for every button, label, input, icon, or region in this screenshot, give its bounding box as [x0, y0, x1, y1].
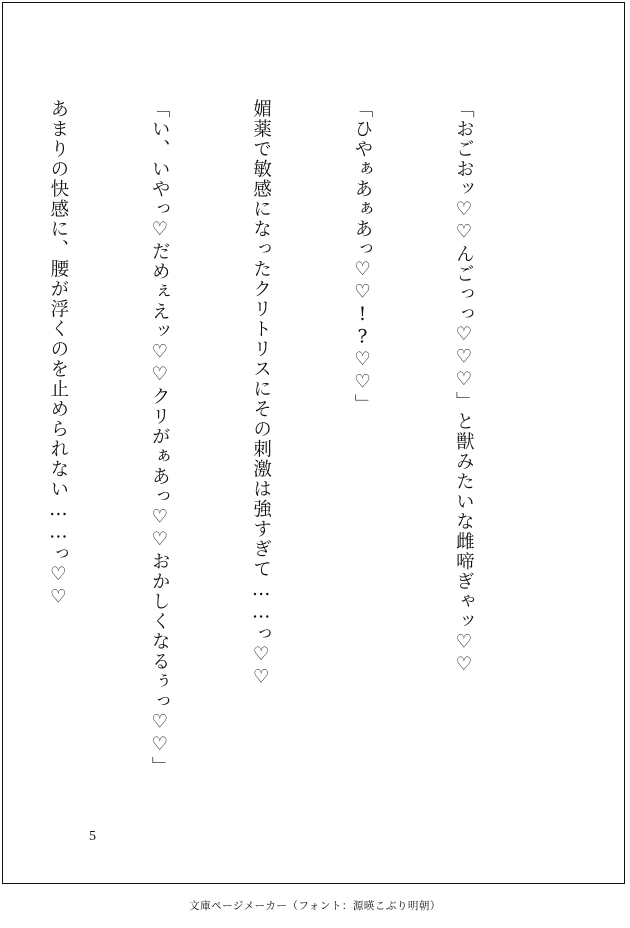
- text-line: 「い、いやっ♡だめぇえッ♡♡クリがぁあっ♡♡おかしくなるぅっ♡♡」: [149, 99, 171, 777]
- page-number: 5: [89, 829, 96, 844]
- vertical-text-block: [0, 99, 548, 799]
- text-line: あまりの快感に、腰が浮くのを止められない……っ♡♡: [47, 99, 69, 609]
- text-line: 「おごおッ♡♡んごっっ♡♡♡」と獣みたいな雌啼ぎゃッ♡♡: [453, 99, 475, 677]
- page-frame: [2, 2, 625, 884]
- text-line: 「ひやぁあぁあっ♡♡!?♡♡」: [352, 99, 374, 414]
- footer-credit: 文庫ページメーカー（フォント：源暎こぶり明朝）: [189, 900, 441, 912]
- text-line: 媚薬で敏感になったクリトリスにその刺激は強すぎて……っ♡♡: [250, 99, 272, 689]
